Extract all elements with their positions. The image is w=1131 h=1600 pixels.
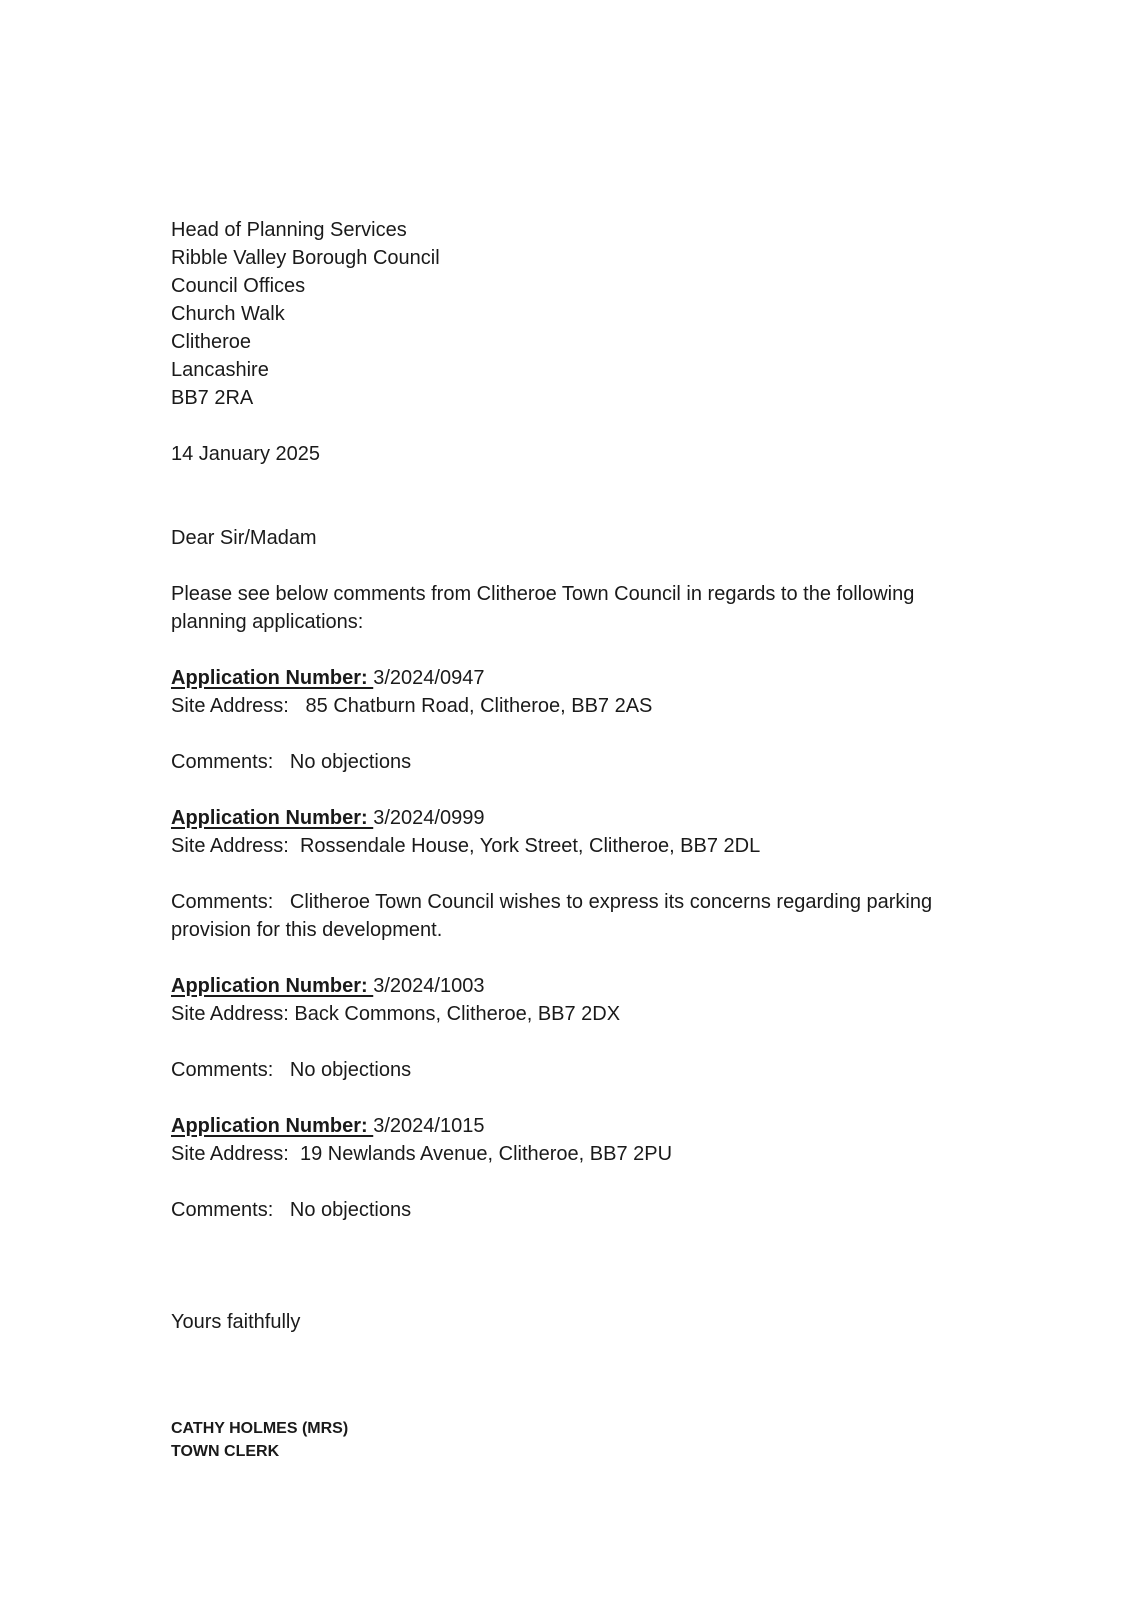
intro-text: Please see below comments from Clitheroe Town Council in regards to the following — [171, 583, 915, 605]
comments-label: Comments: — [171, 1059, 274, 1081]
site-address: 19 Newlands Avenue, Clitheroe, BB7 2PU — [299, 1143, 673, 1165]
application-number-row — [171, 973, 484, 999]
site-address-row — [171, 1141, 672, 1167]
site-address-row — [171, 693, 652, 719]
comments-text: Clitheroe Town Council wishes to express its concerns regarding parking — [289, 891, 933, 913]
salutation: Dear Sir/Madam — [171, 527, 317, 549]
recipient-postcode: BB7 2RA — [171, 387, 254, 409]
recipient-line: Lancashire — [171, 359, 269, 381]
comments-label: Comments: — [171, 751, 274, 773]
recipient-line: Church Walk — [171, 303, 285, 325]
comments-continuation: provision for this development. — [171, 919, 443, 941]
comments-label: Comments: — [171, 1199, 274, 1221]
comments-text: No objections — [289, 751, 412, 773]
comments-row — [171, 749, 411, 775]
site-address-row — [171, 1001, 620, 1027]
comments-label: Comments: — [171, 891, 274, 913]
site-address: Rossendale House, York Street, Clitheroe, BB7 2DL — [299, 835, 761, 857]
signatory-title: TOWN CLERK — [171, 1443, 280, 1460]
site-address-row — [171, 833, 760, 859]
application-number-label: Application Number: — [171, 807, 374, 829]
recipient-line: Head of Planning Services — [171, 219, 407, 241]
comments-row — [171, 1197, 411, 1223]
recipient-line: Ribble Valley Borough Council — [171, 247, 440, 269]
signatory-name: CATHY HOLMES (MRS) — [171, 1420, 349, 1437]
comments-text: No objections — [289, 1199, 412, 1221]
application-number: 3/2024/1003 — [373, 975, 485, 997]
site-address: 85 Chatburn Road, Clitheroe, BB7 2AS — [305, 695, 653, 717]
site-address: Back Commons, Clitheroe, BB7 2DX — [294, 1003, 621, 1025]
application-number: 3/2024/0947 — [373, 667, 485, 689]
site-address-label: Site Address: — [171, 1003, 289, 1025]
recipient-line: Council Offices — [171, 275, 306, 297]
comments-row — [171, 1057, 411, 1083]
recipient-line: Clitheroe — [171, 331, 252, 353]
intro-text: planning applications: — [171, 611, 364, 633]
application-number-label: Application Number: — [171, 1115, 374, 1137]
site-address-label: Site Address: — [171, 695, 289, 717]
letter-date: 14 January 2025 — [171, 443, 321, 465]
application-number-row — [171, 1113, 484, 1139]
application-number: 3/2024/1015 — [373, 1115, 485, 1137]
application-number-row — [171, 805, 484, 831]
closing: Yours faithfully — [171, 1311, 301, 1333]
site-address-label: Site Address: — [171, 835, 289, 857]
application-number: 3/2024/0999 — [373, 807, 485, 829]
application-number-row — [171, 665, 484, 691]
site-address-label: Site Address: — [171, 1143, 289, 1165]
application-number-label: Application Number: — [171, 667, 374, 689]
comments-row — [171, 889, 932, 915]
application-number-label: Application Number: — [171, 975, 374, 997]
comments-text: No objections — [289, 1059, 412, 1081]
